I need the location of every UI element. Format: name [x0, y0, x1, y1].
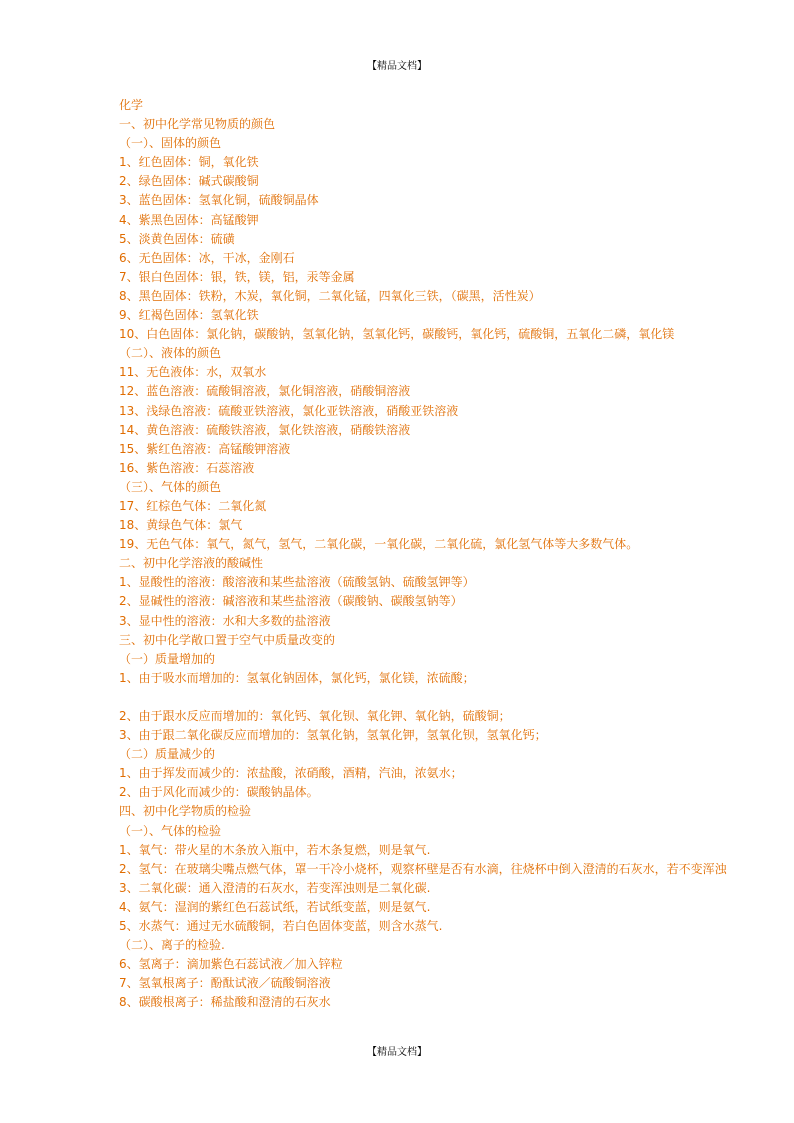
text-line: 2、由于风化而减少的：碳酸钠晶体。 [119, 785, 319, 800]
text-line: （二）质量减少的 [119, 747, 216, 762]
text-line: （二）、离子的检验. [119, 938, 225, 953]
text-line: （三）、气体的颜色 [119, 479, 222, 494]
text-line: 5、水蒸气：通过无水硫酸铜，若白色固体变蓝，则含水蒸气. [119, 919, 443, 934]
text-line: 13、浅绿色溶液：硫酸亚铁溶液，氯化亚铁溶液，硝酸亚铁溶液 [119, 403, 459, 418]
text-line: 4、紫黑色固体：高锰酸钾 [119, 212, 259, 227]
text-line: 7、氢氧根离子：酚酞试液／硫酸铜溶液 [119, 976, 331, 991]
text-line: 4、氨气：湿润的紫红色石蕊试纸，若试纸变蓝，则是氨气. [119, 899, 431, 914]
text-line: 6、无色固体：冰，干冰，金刚石 [119, 250, 295, 265]
text-line: 二、初中化学溶液的酸碱性 [119, 556, 264, 571]
text-line: 3、蓝色固体：氢氧化铜，硫酸铜晶体 [119, 193, 319, 208]
text-line: 化学 [119, 98, 144, 112]
page-footer: 【精品文档】 [367, 1047, 427, 1058]
text-line: 2、绿色固体：碱式碳酸铜 [119, 174, 259, 189]
text-line: 14、黄色溶液：硫酸铁溶液，氯化铁溶液，硝酸铁溶液 [119, 422, 411, 437]
blank-line [119, 688, 794, 707]
text-line: 7、银白色固体：银，铁，镁，铝，汞等金属 [119, 269, 355, 284]
text-line: 10、白色固体：氯化钠，碳酸钠，氢氧化钠，氢氧化钙，碳酸钙，氧化钙，硫酸铜，五氧化二磷，氧化镁 [119, 327, 675, 342]
text-line: 3、二氧化碳：通入澄清的石灰水，若变浑浊则是二氧化碳. [119, 880, 431, 895]
text-line: 8、黑色固体：铁粉，木炭，氧化铜，二氧化锰，四氧化三铁，（碳黑，活性炭） [119, 288, 541, 303]
text-line: 2、显碱性的溶液：碱溶液和某些盐溶液（碳酸钠、碳酸氢钠等） [119, 594, 463, 609]
text-line: 11、无色液体：水，双氧水 [119, 365, 267, 380]
text-line: 一、初中化学常见物质的颜色 [119, 117, 276, 132]
text-line: 1、由于吸水而增加的：氢氧化钠固体，氯化钙，氯化镁，浓硫酸； [119, 670, 475, 685]
text-line: 12、蓝色溶液：硫酸铜溶液，氯化铜溶液，硝酸铜溶液 [119, 384, 411, 399]
text-line: 三、初中化学敞口置于空气中质量改变的 [119, 632, 336, 647]
page-header: 【精品文档】 [367, 61, 427, 72]
text-line: 15、紫红色溶液：高锰酸钾溶液 [119, 441, 291, 456]
text-line: 2、由于跟水反应而增加的：氧化钙、氧化钡、氧化钾、氧化钠，硫酸铜； [119, 709, 511, 723]
text-line: 3、显中性的溶液：水和大多数的盐溶液 [119, 613, 331, 628]
text-line: 2、氢气：在玻璃尖嘴点燃气体，罩一干冷小烧杯，观察杯壁是否有水滴，往烧杯中倒入澄清的石灰水，若不变浑浊 [119, 861, 727, 876]
text-line: 18、黄绿色气体：氯气 [119, 518, 243, 533]
text-line: 9、红褐色固体：氢氧化铁 [119, 308, 259, 323]
text-line: （一）质量增加的 [119, 651, 216, 666]
text-line: 1、氧气：带火星的木条放入瓶中，若木条复燃，则是氧气. [119, 842, 431, 857]
text-line: 19、无色气体：氧气，氮气，氢气，二氧化碳，一氧化碳，二氧化硫，氯化氢气体等大多数气体。 [119, 537, 639, 552]
text-line: （一）、气体的检验 [119, 823, 222, 838]
text-line: 1、显酸性的溶液：酸溶液和某些盐溶液（硫酸氢钠、硫酸氢钾等） [119, 575, 475, 590]
text-line: 16、紫色溶液：石蕊溶液 [119, 460, 255, 475]
text-line: 17、红棕色气体：二氧化氮 [119, 498, 267, 513]
text-line: （一）、固体的颜色 [119, 136, 222, 151]
text-line: 1、红色固体：铜，氧化铁 [119, 155, 259, 170]
text-line: （二）、液体的颜色 [119, 346, 222, 361]
text-line: 1、由于挥发而减少的：浓盐酸，浓硝酸，酒精，汽油，浓氨水； [119, 766, 463, 781]
text-line: 3、由于跟二氧化碳反应而增加的：氢氧化钠，氢氧化钾，氢氧化钡，氢氧化钙； [119, 728, 547, 743]
text-line: 5、淡黄色固体：硫磺 [119, 231, 235, 246]
document-body [119, 96, 794, 1013]
text-line: 8、碳酸根离子：稀盐酸和澄清的石灰水 [119, 995, 331, 1010]
text-line: 6、氢离子：滴加紫色石蕊试液／加入锌粒 [119, 957, 343, 972]
text-line: 四、初中化学物质的检验 [119, 804, 252, 819]
